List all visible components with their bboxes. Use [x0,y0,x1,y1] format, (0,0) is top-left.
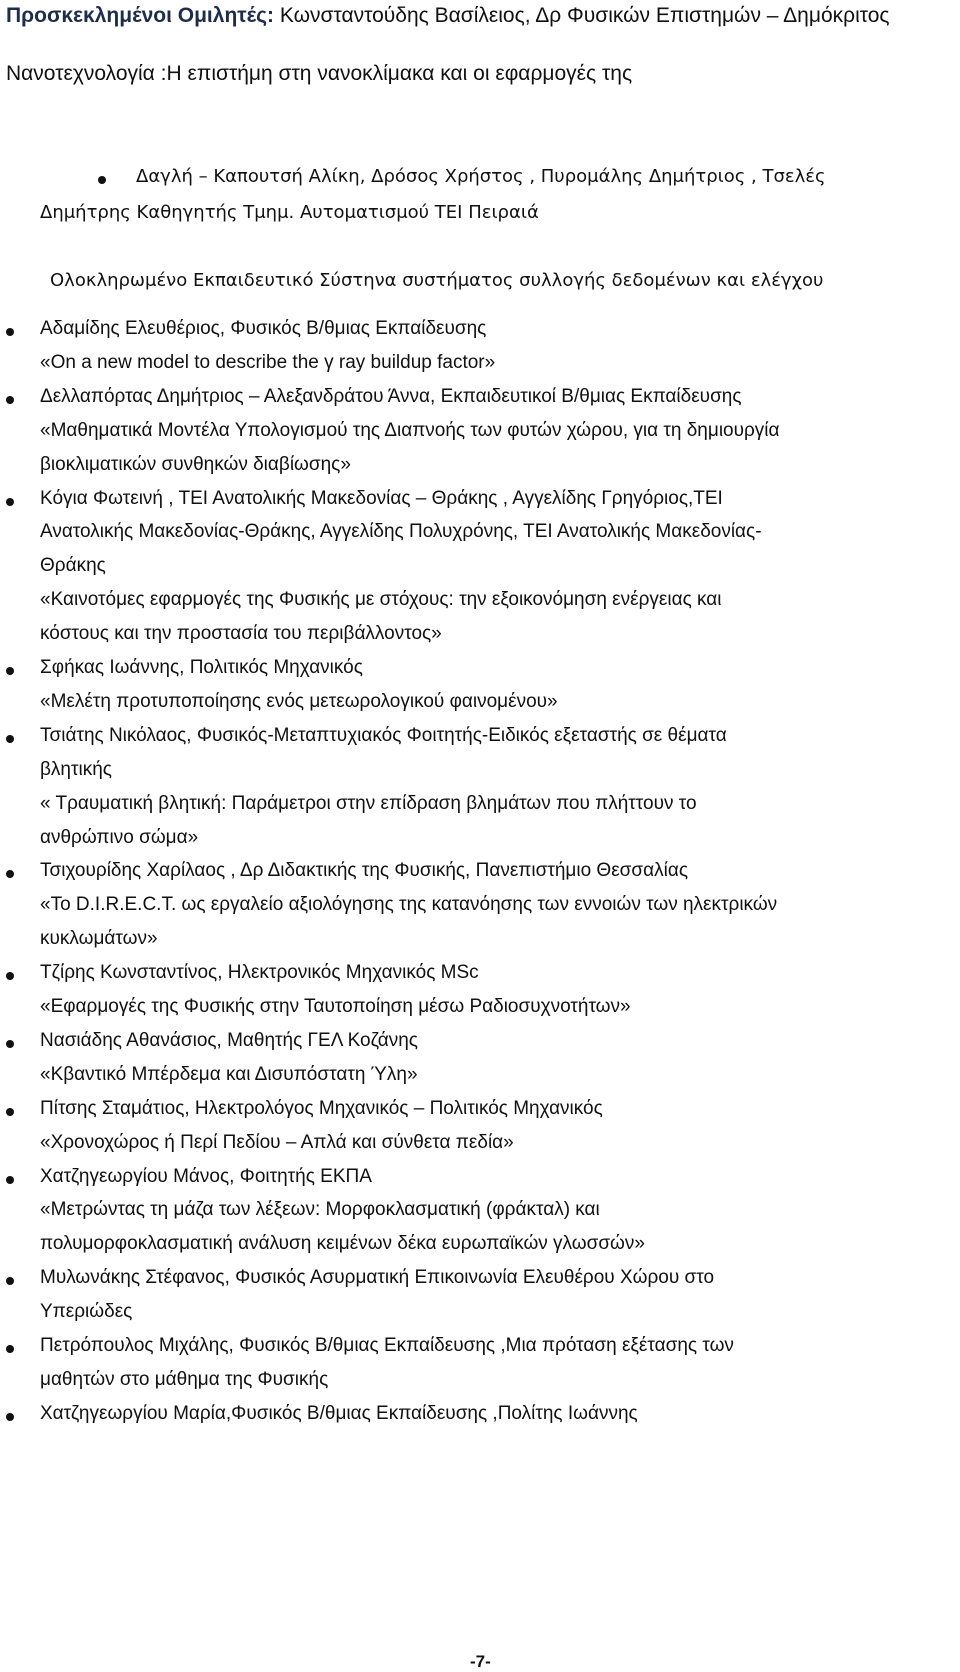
speaker-entry-continued: μαθητών στο μάθημα της Φυσικής [40,1368,329,1390]
bullet-icon [6,1108,14,1116]
speaker-entry-continued: κυκλωμάτων» [40,928,158,950]
bullet-icon [6,667,14,675]
speaker-entry: Νασιάδης Αθανάσιος, Μαθητής ΓΕΛ Κοζάνης [40,1029,418,1051]
invited-speakers-label: Προσκεκλημένοι Ομιλητές: [6,4,275,27]
speaker-entry-continued: Ανατολικής Μακεδονίας-Θράκης, Αγγελίδης Πολυχρόνης, ΤΕΙ Ανατολικής Μακεδονίας- [40,521,762,543]
speaker-entry: Μυλωνάκης Στέφανος, Φυσικός Ασυρματική Επικοινωνία Ελευθέρου Χώρου στο [40,1267,715,1289]
speaker-entry: Χατζηγεωργίου Μάνος, Φοιτητής ΕΚΠΑ [40,1165,372,1187]
speaker-entry: Αδαμίδης Ελευθέριος, Φυσικός Β/θμιας Εκπαίδευσης [40,318,487,339]
speaker-entry-continued: βιοκλιματικών συνθηκών διαβίωσης» [40,453,351,475]
bullet-icon [6,1176,14,1184]
speaker-entry: Τσιάτης Νικόλαος, Φυσικός-Μεταπτυχιακός Φοιτητής-Ειδικός εξεταστής σε θέματα [40,724,727,746]
speaker-entry-continued: βλητικής [40,758,112,780]
speaker-entry-continued: «Μελέτη προτυποποίησης ενός μετεωρολογικού φαινομένου» [40,690,558,712]
speaker-entry-continued: «Μαθηματικά Μοντέλα Υπολογισμού της Διαπνοής των φυτών χώρου, για τη δημιουργία [40,419,780,441]
bullet-icon [6,1277,14,1285]
first-item-subtitle: Ολοκληρωμένο Εκπαιδευτικό Σύστηνα συστήματος συλλογής δεδομένων και ελέγχου [50,270,824,291]
speaker-entry: Τζίρης Κωνσταντίνος, Ηλεκτρονικός Μηχανικός MSc [40,962,479,984]
speaker-entry-continued: ανθρώπινο σώμα» [40,826,199,848]
speaker-entry: Σφήκας Ιωάννης, Πολιτικός Μηχανικός [40,657,363,678]
first-item-line1: Δαγλή – Καπουτσή Αλίκη, Δρόσος Χρήστος , Πυρομάλης Δημήτριος , Τσελές [136,166,826,187]
first-item-line2: Δημήτρης Καθηγητής Τμημ. Αυτοματισμού ΤΕΙ Πειραιά [40,202,539,223]
speaker-entry-continued: «Εφαρμογές της Φυσικής στην Ταυτοποίηση μέσω Ραδιοσυχνοτήτων» [40,996,631,1017]
speaker-entry: Κόγια Φωτεινή , ΤΕΙ Ανατολικής Μακεδονίας – Θράκης , Αγγελίδης Γρηγόριος,ΤΕΙ [40,487,723,509]
bullet-icon [98,176,106,184]
speaker-entry: Τσιχουρίδης Χαρίλαος , Δρ Διδακτικής της Φυσικής, Πανεπιστήμιο Θεσσαλίας [40,860,688,882]
nanotech-title: Νανοτεχνολογία :Η επιστήμη στη νανοκλίμακα και οι εφαρμογές της [6,62,633,85]
bullet-icon [6,735,14,743]
bullet-icon [6,498,14,506]
bullet-icon [6,972,14,980]
speaker-entry-continued: «Κβαντικό Μπέρδεμα και Δισυπόστατη Ύλη» [40,1063,418,1085]
bullet-icon [6,396,14,404]
bullet-icon [6,1345,14,1353]
speaker-entry-continued: Υπεριώδες [40,1301,133,1323]
speaker-entry: Πίτσης Σταμάτιος, Ηλεκτρολόγος Μηχανικός – Πολιτικός Μηχανικός [40,1097,603,1119]
bullet-icon [6,1040,14,1048]
speaker-entry-continued: κόστους και την προστασία του περιβάλλοντος» [40,623,442,645]
bullet-icon [6,1413,14,1421]
speaker-entry-continued: πολυμορφοκλασματική ανάλυση κειμένων δέκα ευρωπαϊκών γλωσσών» [40,1233,645,1255]
speaker-entry-continued: Θράκης [40,555,106,577]
speaker-entry: Χατζηγεωργίου Μαρία,Φυσικός Β/θμιας Εκπαίδευσης ,Πολίτης Ιωάννης [40,1402,638,1424]
speaker-entry: Δελλαπόρτας Δημήτριος – Αλεξανδράτου Άννα, Εκπαιδευτικοί Β/θμιας Εκπαίδευσης [40,385,742,407]
bullet-icon [6,328,14,336]
speaker-entry-continued: «On a new model to describe the γ ray buildup factor» [40,351,496,373]
invited-speakers-text: Κωνσταντούδης Βασίλειος, Δρ Φυσικών Επιστημών – Δημόκριτος [274,4,890,27]
speaker-entry-continued: «Το D.I.R.E.C.T. ως εργαλείο αξιολόγησης της κατανόησης των εννοιών των ηλεκτρικών [40,894,778,916]
page-number: -7- [470,1652,491,1671]
speaker-entry: Πετρόπουλος Μιχάλης, Φυσικός Β/θμιας Εκπαίδευσης ,Μια πρόταση εξέτασης των [40,1335,734,1356]
speaker-entry-continued: «Χρονοχώρος ή Περί Πεδίου – Απλά και σύνθετα πεδία» [40,1131,514,1153]
speaker-entry-continued: «Μετρώντας τη μάζα των λέξεων: Μορφοκλασματική (φράκταλ) και [40,1199,600,1221]
invited-speakers-line [6,4,890,28]
bullet-icon [6,870,14,878]
speaker-entry-continued: « Τραυματική βλητική: Παράμετροι στην επίδραση βλημάτων που πλήττουν το [40,792,697,814]
speaker-entry-continued: «Καινοτόμες εφαρμογές της Φυσικής με στόχους: την εξοικονόμηση ενέργειας και [40,589,722,611]
